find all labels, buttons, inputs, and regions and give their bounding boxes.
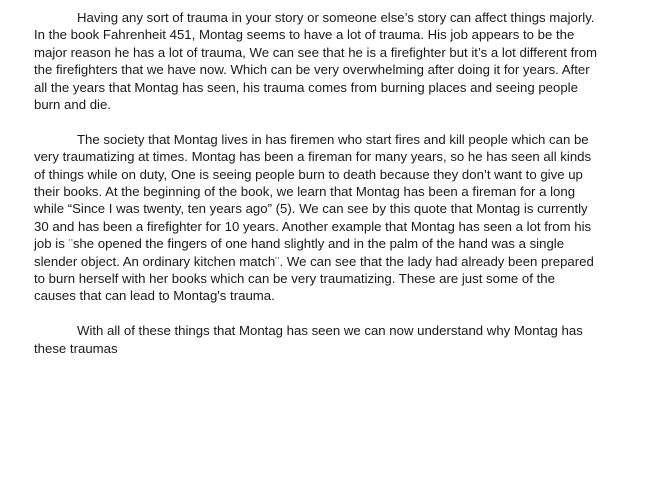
- document-body: [34, 9, 598, 357]
- paragraph-conclusion: With all of these things that Montag has seen we can now understand why Montag has these traumas: [34, 323, 583, 356]
- paragraph-society: The society that Montag lives in has firemen who start fires and kill people which can be very traumatizing at times. Montag has been a fireman for many years, so he has seen all kinds of things while on duty, One is seeing people burn to death because they don’t want to give up their books. At the beginning of the book, we learn that Montag has been a fireman for a long while “Since I was twenty, ten years ago” (5). We can see by this quote that Montag is currently 30 and has been a firefighter for 10 years. Another example that Montag has seen a lot from his job is ¨she opened the fingers of one hand slightly and in the palm of the hand was a single slender object. An ordinary kitchen match¨. We can see that the lady had already been prepared to burn herself with her books which can be very traumatizing. These are just some of the causes that can lead to Montag's trauma.: [34, 131, 594, 304]
- paragraph-intro: Having any sort of trauma in your story or someone else’s story can affect things majorly. In the book Fahrenheit 451, Montag seems to have a lot of trauma. His job appears to be the major reason he has a lot of trauma, We can see that he is a firefighter but it’s a lot different from the firefighters that we have now. Which can be very overwhelming after doing it for years. After all the years that Montag has seen, his trauma comes from burning places and seeing people burn and die.: [34, 10, 597, 113]
